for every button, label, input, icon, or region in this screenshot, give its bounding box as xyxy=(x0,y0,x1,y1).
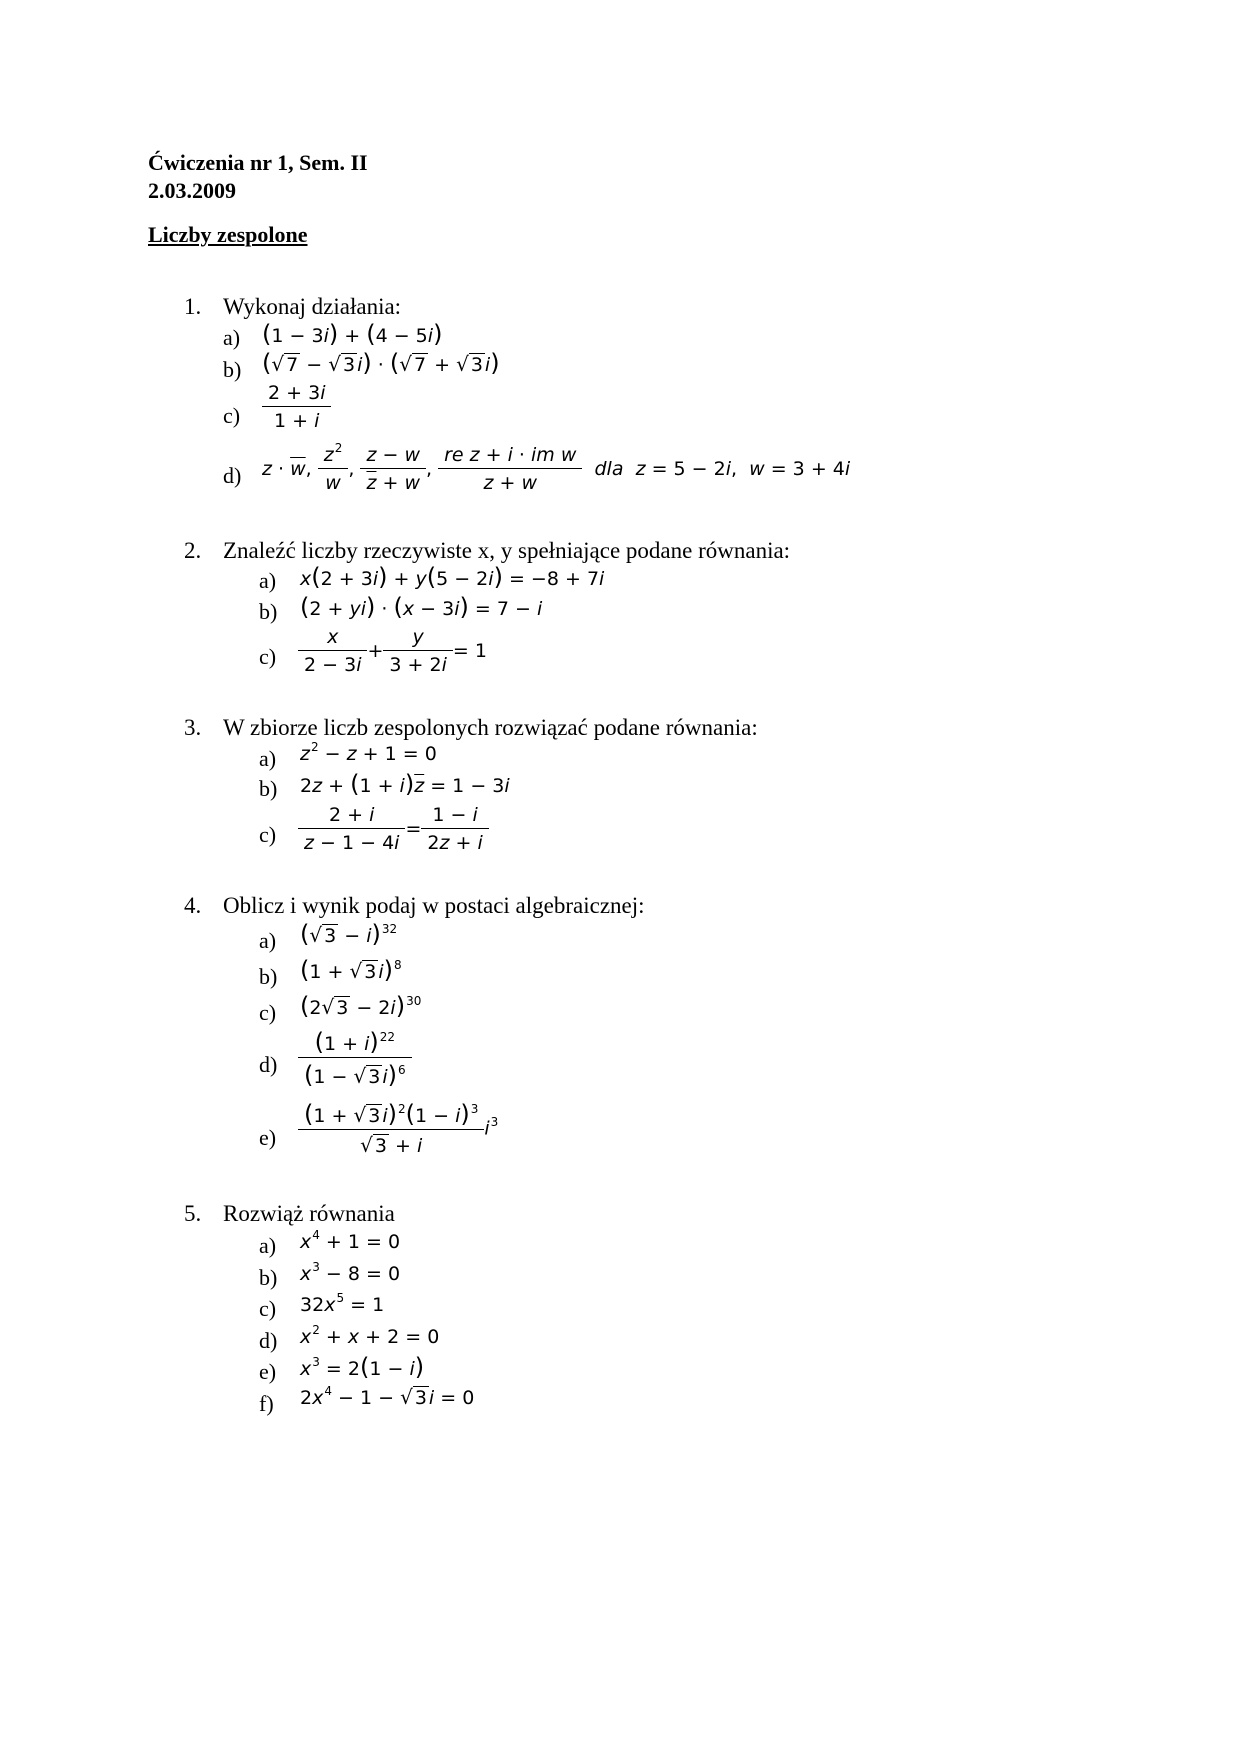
q1-label-c: c) xyxy=(223,403,241,428)
q4-label-e: e) xyxy=(259,1125,277,1150)
q3b-expression: $2z + (1 + i)\overline{z} = 1 - 3i$ xyxy=(300,770,510,798)
q1-label-b: b) xyxy=(223,357,242,382)
q5-label-e: e) xyxy=(259,1359,277,1384)
q5c-expression: $32x^5 = 1$ xyxy=(300,1291,385,1316)
question-4-number: 4. xyxy=(184,893,202,918)
question-1-number: 1. xyxy=(184,294,202,319)
q5b-expression: $x^3 - 8 = 0$ xyxy=(300,1260,401,1285)
q2b-expression: (2 + yi) · (x − 3i) = 7 − i xyxy=(300,593,543,621)
q1a-expression: (1 − 3i) + (4 − 5i) xyxy=(262,320,443,348)
q4-label-c: c) xyxy=(259,1000,277,1025)
topic-heading: Liczby zespolone xyxy=(148,222,308,247)
q3a-expression: $z^2 - z + 1 = 0$ xyxy=(300,740,437,765)
q4-label-d: d) xyxy=(259,1052,278,1077)
q3-label-c: c) xyxy=(259,822,277,847)
q2-label-c: c) xyxy=(259,644,277,669)
question-5-number: 5. xyxy=(184,1201,202,1226)
question-3-text: W zbiorze liczb zespolonych rozwiązać podane równania: xyxy=(223,715,758,740)
q1d-expression: $z \cdot \overline{w}$, $\frac{z^2}{w}$ , $\frac{z - w}{\overline{z} + w}$ , $\frac{\text{re z + i · im w}}{z + w}$ dla z = 5 − 2i, w = 3 + 4i xyxy=(262,441,851,494)
question-3-number: 3. xyxy=(184,715,202,740)
question-2-text: Znaleźć liczby rzeczywiste x, y spełniające podane równania: xyxy=(223,538,791,563)
q1-label-d: d) xyxy=(223,463,242,488)
q5-label-c: c) xyxy=(259,1296,277,1321)
q2a-expression: x(2 + 3i) + y(5 − 2i) = −8 + 7i xyxy=(300,563,605,591)
q5-label-b: b) xyxy=(259,1265,278,1290)
q3-label-b: b) xyxy=(259,776,278,801)
exercise-title: Ćwiczenia nr 1, Sem. II xyxy=(148,150,368,175)
q1c-expression: $\frac{2 + 3i}{1 + i}$ xyxy=(262,384,331,431)
q4e-expression: $\frac{(1 + √ 3 i)^2(1 - i)^3}{√ 3 + i}$ $i^3$ xyxy=(298,1102,498,1156)
q5-label-f: f) xyxy=(259,1391,274,1416)
q5-label-d: d) xyxy=(259,1328,278,1353)
q3c-expression: $\frac{2 + i}{z - 1 - 4i}$ = $\frac{1 - i}{2z + i}$ xyxy=(298,806,489,853)
q5a-expression: $x^4 + 1 = 0$ xyxy=(300,1228,401,1253)
q2-label-b: b) xyxy=(259,599,278,624)
question-4-text: Oblicz i wynik podaj w postaci algebraicznej: xyxy=(223,893,645,918)
q2-label-a: a) xyxy=(259,568,277,593)
q4-label-a: a) xyxy=(259,928,277,953)
q1b-expression: (√ 7 − √ 3 i) · (√ 7 + √ 3 i) xyxy=(262,349,500,377)
q4-label-b: b) xyxy=(259,964,278,989)
q5-label-a: a) xyxy=(259,1233,277,1258)
exercise-date: 2.03.2009 xyxy=(148,178,236,203)
q3-label-a: a) xyxy=(259,746,277,771)
q1-label-a: a) xyxy=(223,325,241,350)
q5d-expression: $x^2 + x + 2 = 0$ xyxy=(300,1323,440,1348)
question-5-text: Rozwiąż równania xyxy=(223,1201,395,1226)
q4c-expression: (2√ 3 − 2i)$^{30}$ xyxy=(300,992,422,1020)
q2c-expression: $\frac{x}{2 - 3i}$ + $\frac{y}{3 + 2i}$ = 1 xyxy=(298,628,487,675)
q4b-expression: (1 + √ 3 i)$^8$ xyxy=(300,956,402,984)
question-1-text: Wykonaj działania: xyxy=(223,294,402,319)
q5f-expression: $2x^4 - 1$ − √ 3 i = 0 xyxy=(300,1384,475,1409)
q4a-expression: (√ 3 − i)$^{32}$ xyxy=(300,920,398,948)
q5e-expression: $x^3 = 2(1 - i)$ xyxy=(300,1353,425,1381)
q4d-expression: $\frac{(1 + i)^{22}}{(1 - √ 3 i)^6}$ xyxy=(298,1030,412,1087)
question-2-number: 2. xyxy=(184,538,202,563)
